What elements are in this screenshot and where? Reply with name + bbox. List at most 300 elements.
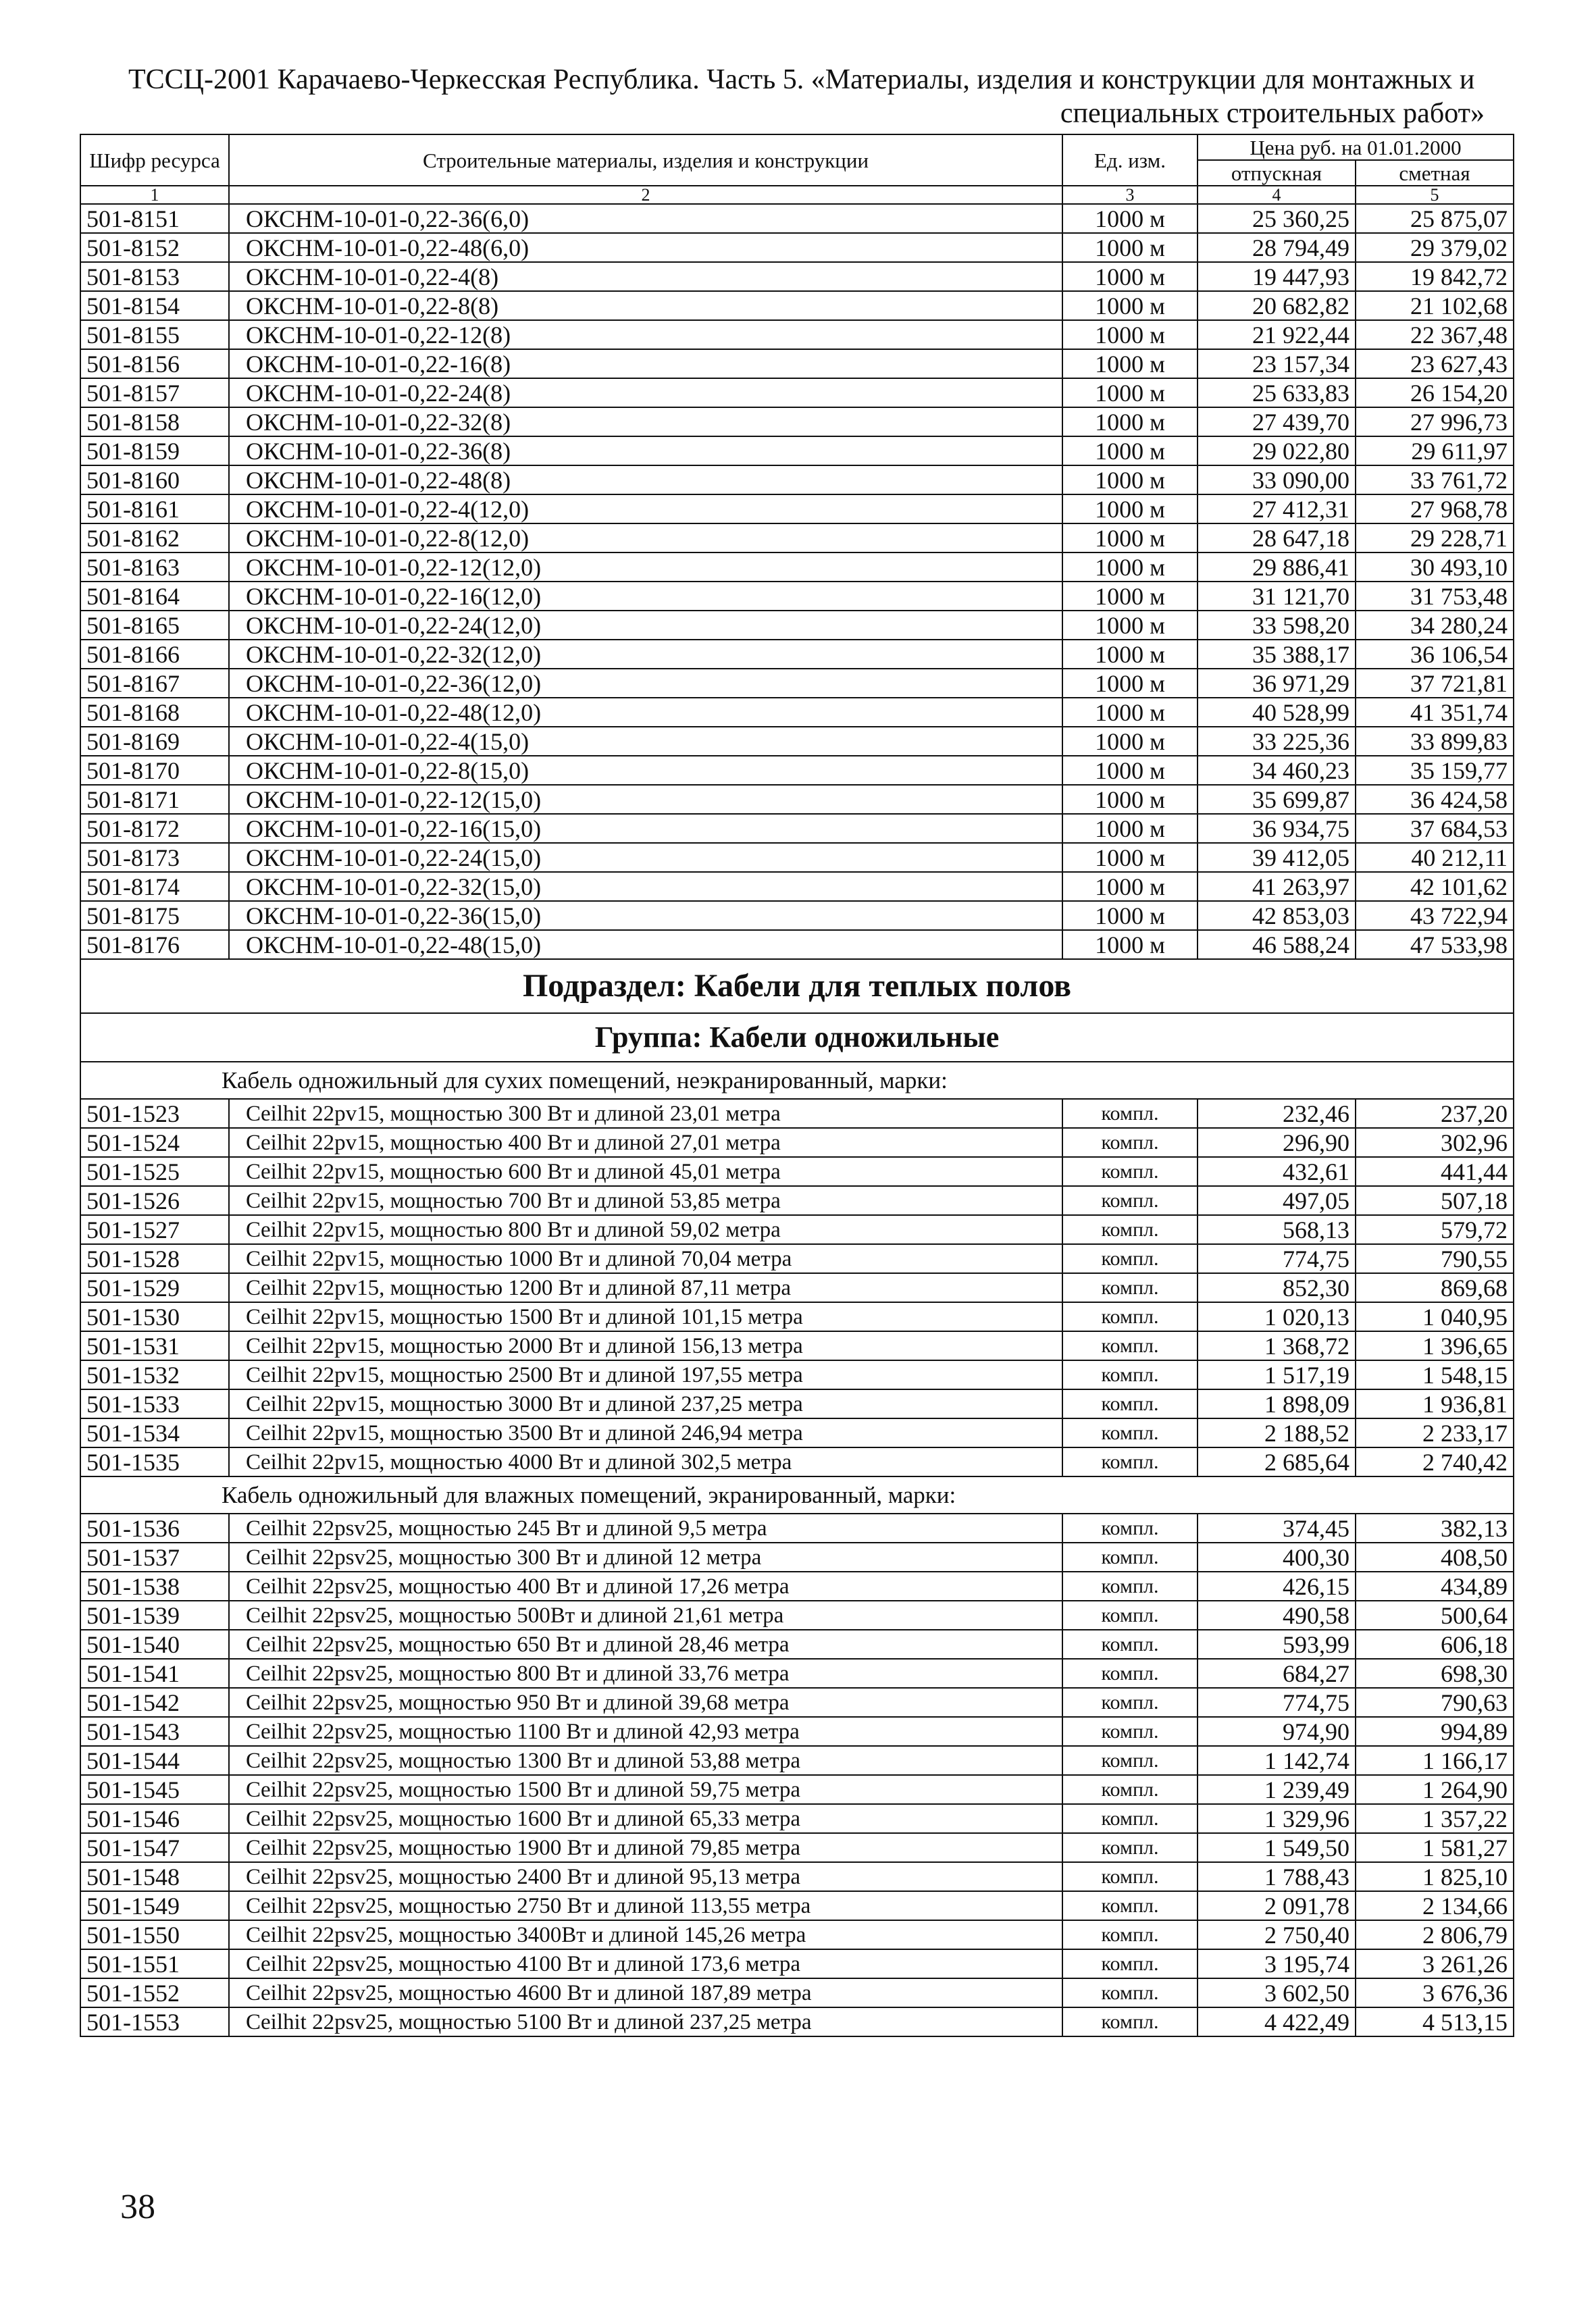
material-name-cell: Ceilhit 22psv25, мощностью 400 Вт и длиной 17,26 метра (229, 1572, 1062, 1601)
release-price-cell: 21 922,44 (1198, 320, 1356, 349)
unit-cell: 1000 м (1062, 698, 1198, 727)
estimate-price-cell: 40 212,11 (1356, 843, 1514, 872)
table-row (80, 407, 1514, 436)
unit-cell: компл. (1062, 1978, 1198, 2007)
estimate-price-cell: 4 513,15 (1356, 2007, 1514, 2036)
resource-code-cell: 501-8168 (80, 698, 229, 727)
release-price-cell: 1 239,49 (1198, 1775, 1356, 1804)
material-name-cell: Ceilhit 22pv15, мощностью 1000 Вт и длиной 70,04 метра (229, 1244, 1062, 1273)
material-name-cell: Ceilhit 22pv15, мощностью 400 Вт и длиной 27,01 метра (229, 1128, 1062, 1157)
estimate-price-cell: 31 753,48 (1356, 582, 1514, 611)
estimate-price-cell: 36 424,58 (1356, 785, 1514, 814)
estimate-price-cell: 36 106,54 (1356, 640, 1514, 669)
table-row (80, 1688, 1514, 1717)
estimate-price-cell: 2 134,66 (1356, 1891, 1514, 1920)
estimate-price-cell: 25 875,07 (1356, 204, 1514, 233)
table-row (80, 320, 1514, 349)
estimate-price-cell: 2 740,42 (1356, 1447, 1514, 1476)
estimate-price-cell: 33 761,72 (1356, 465, 1514, 494)
material-name-cell: Ceilhit 22psv25, мощностью 800 Вт и длиной 33,76 метра (229, 1659, 1062, 1688)
resource-code-cell: 501-1534 (80, 1418, 229, 1447)
group-heading: Группа: Кабели одножильные (80, 1013, 1514, 1062)
resource-code-cell: 501-8156 (80, 349, 229, 378)
table-row (80, 1186, 1514, 1215)
resource-code-cell: 501-8152 (80, 233, 229, 262)
estimate-price-cell: 1 264,90 (1356, 1775, 1514, 1804)
table-row (80, 611, 1514, 640)
resource-code-cell: 501-1553 (80, 2007, 229, 2036)
table-row (80, 1920, 1514, 1949)
estimate-price-cell: 790,55 (1356, 1244, 1514, 1273)
estimate-price-cell: 606,18 (1356, 1630, 1514, 1659)
release-price-cell: 426,15 (1198, 1572, 1356, 1601)
release-price-cell: 41 263,97 (1198, 872, 1356, 901)
release-price-cell: 33 090,00 (1198, 465, 1356, 494)
release-price-cell: 35 388,17 (1198, 640, 1356, 669)
unit-cell: 1000 м (1062, 785, 1198, 814)
unit-cell: 1000 м (1062, 465, 1198, 494)
table-row (80, 1244, 1514, 1273)
release-price-cell: 27 439,70 (1198, 407, 1356, 436)
material-name-cell: ОКСНМ-10-01-0,22-32(8) (229, 407, 1062, 436)
unit-cell: компл. (1062, 1775, 1198, 1804)
table-row (80, 843, 1514, 872)
material-name-cell: ОКСНМ-10-01-0,22-4(15,0) (229, 727, 1062, 756)
resource-code-cell: 501-8151 (80, 204, 229, 233)
estimate-price-cell: 27 968,78 (1356, 494, 1514, 523)
release-price-cell: 20 682,82 (1198, 291, 1356, 320)
column-number: 3 (1062, 186, 1198, 204)
material-name-cell: Ceilhit 22psv25, мощностью 5100 Вт и длиной 237,25 метра (229, 2007, 1062, 2036)
table-row (80, 204, 1514, 233)
table-row (80, 1717, 1514, 1746)
release-price-cell: 27 412,31 (1198, 494, 1356, 523)
estimate-price-cell: 1 825,10 (1356, 1862, 1514, 1891)
unit-cell: 1000 м (1062, 407, 1198, 436)
table-row (80, 669, 1514, 698)
resource-code-cell: 501-8165 (80, 611, 229, 640)
release-price-cell: 490,58 (1198, 1601, 1356, 1630)
table-row (80, 1099, 1514, 1128)
resource-code-cell: 501-8170 (80, 756, 229, 785)
material-name-cell: Ceilhit 22psv25, мощностью 2750 Вт и длиной 113,55 метра (229, 1891, 1062, 1920)
material-name-cell: Ceilhit 22pv15, мощностью 3000 Вт и длиной 237,25 метра (229, 1389, 1062, 1418)
estimate-price-cell: 30 493,10 (1356, 552, 1514, 582)
resource-code-cell: 501-1541 (80, 1659, 229, 1688)
estimate-price-cell: 37 684,53 (1356, 814, 1514, 843)
table-row (80, 1804, 1514, 1833)
release-price-cell: 2 750,40 (1198, 1920, 1356, 1949)
estimate-price-cell: 869,68 (1356, 1273, 1514, 1302)
release-price-cell: 3 602,50 (1198, 1978, 1356, 2007)
resource-code-cell: 501-1539 (80, 1601, 229, 1630)
column-number: 5 (1356, 186, 1514, 204)
estimate-price-cell: 2 233,17 (1356, 1418, 1514, 1447)
unit-cell: компл. (1062, 1389, 1198, 1418)
unit-cell: 1000 м (1062, 291, 1198, 320)
release-price-cell: 1 020,13 (1198, 1302, 1356, 1331)
table-row (80, 465, 1514, 494)
material-name-cell: Ceilhit 22pv15, мощностью 700 Вт и длиной 53,85 метра (229, 1186, 1062, 1215)
category-note-dry: Кабель одножильный для сухих помещений, неэкранированный, марки: (80, 1062, 1514, 1099)
table-row (80, 1630, 1514, 1659)
estimate-price-cell: 507,18 (1356, 1186, 1514, 1215)
resource-code-cell: 501-1526 (80, 1186, 229, 1215)
unit-cell: 1000 м (1062, 349, 1198, 378)
resource-code-cell: 501-8160 (80, 465, 229, 494)
release-price-cell: 23 157,34 (1198, 349, 1356, 378)
release-price-cell: 432,61 (1198, 1157, 1356, 1186)
release-price-cell: 232,46 (1198, 1099, 1356, 1128)
resource-code-cell: 501-8174 (80, 872, 229, 901)
subsection-heading: Подраздел: Кабели для теплых полов (80, 959, 1514, 1013)
material-name-cell: Ceilhit 22pv15, мощностью 2500 Вт и длиной 197,55 метра (229, 1360, 1062, 1389)
unit-cell: компл. (1062, 1688, 1198, 1717)
release-price-cell: 36 934,75 (1198, 814, 1356, 843)
column-header-code: Шифр ресурса (80, 134, 229, 186)
unit-cell: компл. (1062, 1862, 1198, 1891)
unit-cell: компл. (1062, 1630, 1198, 1659)
resource-code-cell: 501-1549 (80, 1891, 229, 1920)
estimate-price-cell: 29 228,71 (1356, 523, 1514, 552)
unit-cell: компл. (1062, 1447, 1198, 1476)
category-note-wet: Кабель одножильный для влажных помещений, экранированный, марки: (80, 1476, 1514, 1514)
estimate-price-cell: 1 357,22 (1356, 1804, 1514, 1833)
unit-cell: компл. (1062, 1601, 1198, 1630)
table-row (80, 378, 1514, 407)
table-row (80, 262, 1514, 291)
table-row (80, 785, 1514, 814)
resource-code-cell: 501-1528 (80, 1244, 229, 1273)
estimate-price-cell: 1 548,15 (1356, 1360, 1514, 1389)
table-row (80, 756, 1514, 785)
unit-cell: компл. (1062, 1157, 1198, 1186)
material-name-cell: Ceilhit 22psv25, мощностью 1100 Вт и длиной 42,93 метра (229, 1717, 1062, 1746)
material-name-cell: ОКСНМ-10-01-0,22-16(12,0) (229, 582, 1062, 611)
table-row (80, 698, 1514, 727)
resource-code-cell: 501-8164 (80, 582, 229, 611)
release-price-cell: 1 517,19 (1198, 1360, 1356, 1389)
resource-code-cell: 501-8171 (80, 785, 229, 814)
estimate-price-cell: 37 721,81 (1356, 669, 1514, 698)
material-name-cell: Ceilhit 22psv25, мощностью 1500 Вт и длиной 59,75 метра (229, 1775, 1062, 1804)
release-price-cell: 31 121,70 (1198, 582, 1356, 611)
page-number: 38 (120, 2188, 155, 2226)
table-row (80, 1862, 1514, 1891)
estimate-price-cell: 408,50 (1356, 1543, 1514, 1572)
material-name-cell: ОКСНМ-10-01-0,22-36(12,0) (229, 669, 1062, 698)
unit-cell: 1000 м (1062, 582, 1198, 611)
table-row (80, 1978, 1514, 2007)
resource-code-cell: 501-1548 (80, 1862, 229, 1891)
material-name-cell: ОКСНМ-10-01-0,22-24(12,0) (229, 611, 1062, 640)
table-row (80, 872, 1514, 901)
release-price-cell: 33 225,36 (1198, 727, 1356, 756)
unit-cell: 1000 м (1062, 611, 1198, 640)
group-heading-row (80, 1013, 1514, 1062)
unit-cell: компл. (1062, 1273, 1198, 1302)
release-price-cell: 19 447,93 (1198, 262, 1356, 291)
material-name-cell: Ceilhit 22pv15, мощностью 2000 Вт и длиной 156,13 метра (229, 1331, 1062, 1360)
unit-cell: компл. (1062, 1920, 1198, 1949)
table-row (80, 233, 1514, 262)
unit-cell: компл. (1062, 1572, 1198, 1601)
material-name-cell: ОКСНМ-10-01-0,22-4(12,0) (229, 494, 1062, 523)
unit-cell: компл. (1062, 1186, 1198, 1215)
table-row (80, 582, 1514, 611)
material-name-cell: ОКСНМ-10-01-0,22-24(8) (229, 378, 1062, 407)
estimate-price-cell: 35 159,77 (1356, 756, 1514, 785)
material-name-cell: ОКСНМ-10-01-0,22-12(15,0) (229, 785, 1062, 814)
unit-cell: 1000 м (1062, 552, 1198, 582)
table-row (80, 1949, 1514, 1978)
material-name-cell: Ceilhit 22pv15, мощностью 4000 Вт и длиной 302,5 метра (229, 1447, 1062, 1476)
table-row (80, 1302, 1514, 1331)
table-row (80, 727, 1514, 756)
release-price-cell: 29 022,80 (1198, 436, 1356, 465)
resource-code-cell: 501-8167 (80, 669, 229, 698)
unit-cell: компл. (1062, 1543, 1198, 1572)
estimate-price-cell: 43 722,94 (1356, 901, 1514, 930)
resource-code-cell: 501-1527 (80, 1215, 229, 1244)
release-price-cell: 36 971,29 (1198, 669, 1356, 698)
unit-cell: компл. (1062, 1331, 1198, 1360)
table-row (80, 1572, 1514, 1601)
table-row (80, 1775, 1514, 1804)
material-name-cell: ОКСНМ-10-01-0,22-36(6,0) (229, 204, 1062, 233)
unit-cell: компл. (1062, 1099, 1198, 1128)
resource-code-cell: 501-8153 (80, 262, 229, 291)
release-price-cell: 593,99 (1198, 1630, 1356, 1659)
release-price-cell: 25 360,25 (1198, 204, 1356, 233)
estimate-price-cell: 27 996,73 (1356, 407, 1514, 436)
material-name-cell: ОКСНМ-10-01-0,22-16(15,0) (229, 814, 1062, 843)
estimate-price-cell: 1 581,27 (1356, 1833, 1514, 1862)
table-row (80, 1659, 1514, 1688)
release-price-cell: 4 422,49 (1198, 2007, 1356, 2036)
estimate-price-cell: 3 676,36 (1356, 1978, 1514, 2007)
resource-code-cell: 501-1531 (80, 1331, 229, 1360)
resource-code-cell: 501-1542 (80, 1688, 229, 1717)
material-name-cell: Ceilhit 22psv25, мощностью 4600 Вт и длиной 187,89 метра (229, 1978, 1062, 2007)
unit-cell: компл. (1062, 1804, 1198, 1833)
material-name-cell: ОКСНМ-10-01-0,22-8(15,0) (229, 756, 1062, 785)
estimate-price-cell: 29 611,97 (1356, 436, 1514, 465)
resource-code-cell: 501-1525 (80, 1157, 229, 1186)
estimate-price-cell: 42 101,62 (1356, 872, 1514, 901)
material-name-cell: ОКСНМ-10-01-0,22-24(15,0) (229, 843, 1062, 872)
resource-code-cell: 501-8158 (80, 407, 229, 436)
release-price-cell: 1 142,74 (1198, 1746, 1356, 1775)
estimate-price-cell: 441,44 (1356, 1157, 1514, 1186)
estimate-price-cell: 34 280,24 (1356, 611, 1514, 640)
unit-cell: 1000 м (1062, 872, 1198, 901)
price-table (80, 134, 1514, 2037)
release-price-cell: 35 699,87 (1198, 785, 1356, 814)
resource-code-cell: 501-1546 (80, 1804, 229, 1833)
table-row (80, 1273, 1514, 1302)
release-price-cell: 3 195,74 (1198, 1949, 1356, 1978)
material-name-cell: Ceilhit 22psv25, мощностью 3400Вт и длиной 145,26 метра (229, 1920, 1062, 1949)
material-name-cell: ОКСНМ-10-01-0,22-36(8) (229, 436, 1062, 465)
column-header-estimate: сметная (1356, 160, 1514, 186)
table-row (80, 640, 1514, 669)
release-price-cell: 1 368,72 (1198, 1331, 1356, 1360)
estimate-price-cell: 29 379,02 (1356, 233, 1514, 262)
unit-cell: 1000 м (1062, 727, 1198, 756)
resource-code-cell: 501-1523 (80, 1099, 229, 1128)
release-price-cell: 296,90 (1198, 1128, 1356, 1157)
estimate-price-cell: 3 261,26 (1356, 1949, 1514, 1978)
material-name-cell: ОКСНМ-10-01-0,22-16(8) (229, 349, 1062, 378)
release-price-cell: 974,90 (1198, 1717, 1356, 1746)
release-price-cell: 33 598,20 (1198, 611, 1356, 640)
column-header-unit: Ед. изм. (1062, 134, 1198, 186)
estimate-price-cell: 790,63 (1356, 1688, 1514, 1717)
material-name-cell: Ceilhit 22pv15, мощностью 3500 Вт и длиной 246,94 метра (229, 1418, 1062, 1447)
page-header-line-1: ТССЦ-2001 Карачаево-Черкесская Республика. Часть 5. «Материалы, изделия и конструкции для монтажных и (128, 64, 1475, 95)
unit-cell: 1000 м (1062, 669, 1198, 698)
material-name-cell: Ceilhit 22pv15, мощностью 1500 Вт и длиной 101,15 метра (229, 1302, 1062, 1331)
resource-code-cell: 501-1533 (80, 1389, 229, 1418)
resource-code-cell: 501-1537 (80, 1543, 229, 1572)
table-header-row (80, 134, 1514, 160)
release-price-cell: 400,30 (1198, 1543, 1356, 1572)
unit-cell: 1000 м (1062, 843, 1198, 872)
unit-cell: 1000 м (1062, 378, 1198, 407)
table-row (80, 1215, 1514, 1244)
material-name-cell: ОКСНМ-10-01-0,22-8(12,0) (229, 523, 1062, 552)
resource-code-cell: 501-1544 (80, 1746, 229, 1775)
release-price-cell: 1 549,50 (1198, 1833, 1356, 1862)
category-note-wet-row (80, 1476, 1514, 1514)
unit-cell: компл. (1062, 1833, 1198, 1862)
resource-code-cell: 501-1552 (80, 1978, 229, 2007)
table-row (80, 1157, 1514, 1186)
material-name-cell: ОКСНМ-10-01-0,22-48(15,0) (229, 930, 1062, 959)
table-row (80, 2007, 1514, 2036)
estimate-price-cell: 579,72 (1356, 1215, 1514, 1244)
table-row (80, 523, 1514, 552)
estimate-price-cell: 19 842,72 (1356, 262, 1514, 291)
material-name-cell: ОКСНМ-10-01-0,22-48(12,0) (229, 698, 1062, 727)
material-name-cell: ОКСНМ-10-01-0,22-48(6,0) (229, 233, 1062, 262)
column-number: 2 (229, 186, 1062, 204)
table-row (80, 1543, 1514, 1572)
resource-code-cell: 501-8172 (80, 814, 229, 843)
unit-cell: 1000 м (1062, 930, 1198, 959)
material-name-cell: ОКСНМ-10-01-0,22-4(8) (229, 262, 1062, 291)
column-header-name: Строительные материалы, изделия и конструкции (229, 134, 1062, 186)
estimate-price-cell: 698,30 (1356, 1659, 1514, 1688)
material-name-cell: Ceilhit 22psv25, мощностью 4100 Вт и длиной 173,6 метра (229, 1949, 1062, 1978)
resource-code-cell: 501-8169 (80, 727, 229, 756)
table-row (80, 494, 1514, 523)
resource-code-cell: 501-8154 (80, 291, 229, 320)
unit-cell: 1000 м (1062, 233, 1198, 262)
unit-cell: 1000 м (1062, 901, 1198, 930)
unit-cell: компл. (1062, 1514, 1198, 1543)
unit-cell: компл. (1062, 1128, 1198, 1157)
resource-code-cell: 501-1547 (80, 1833, 229, 1862)
material-name-cell: Ceilhit 22psv25, мощностью 1300 Вт и длиной 53,88 метра (229, 1746, 1062, 1775)
unit-cell: компл. (1062, 1302, 1198, 1331)
material-name-cell: Ceilhit 22psv25, мощностью 1900 Вт и длиной 79,85 метра (229, 1833, 1062, 1862)
material-name-cell: Ceilhit 22psv25, мощностью 245 Вт и длиной 9,5 метра (229, 1514, 1062, 1543)
estimate-price-cell: 994,89 (1356, 1717, 1514, 1746)
material-name-cell: ОКСНМ-10-01-0,22-32(12,0) (229, 640, 1062, 669)
column-header-release: отпускная (1198, 160, 1356, 186)
material-name-cell: ОКСНМ-10-01-0,22-12(8) (229, 320, 1062, 349)
release-price-cell: 497,05 (1198, 1186, 1356, 1215)
material-name-cell: ОКСНМ-10-01-0,22-36(15,0) (229, 901, 1062, 930)
table-row (80, 1833, 1514, 1862)
material-name-cell: Ceilhit 22psv25, мощностью 500Вт и длиной 21,61 метра (229, 1601, 1062, 1630)
release-price-cell: 42 853,03 (1198, 901, 1356, 930)
table-row (80, 1128, 1514, 1157)
resource-code-cell: 501-1524 (80, 1128, 229, 1157)
release-price-cell: 34 460,23 (1198, 756, 1356, 785)
estimate-price-cell: 21 102,68 (1356, 291, 1514, 320)
resource-code-cell: 501-8176 (80, 930, 229, 959)
resource-code-cell: 501-1536 (80, 1514, 229, 1543)
estimate-price-cell: 41 351,74 (1356, 698, 1514, 727)
table-row (80, 291, 1514, 320)
resource-code-cell: 501-8166 (80, 640, 229, 669)
resource-code-cell: 501-8162 (80, 523, 229, 552)
estimate-price-cell: 33 899,83 (1356, 727, 1514, 756)
table-row (80, 1447, 1514, 1476)
material-name-cell: Ceilhit 22psv25, мощностью 950 Вт и длиной 39,68 метра (229, 1688, 1062, 1717)
estimate-price-cell: 500,64 (1356, 1601, 1514, 1630)
release-price-cell: 2 091,78 (1198, 1891, 1356, 1920)
release-price-cell: 1 329,96 (1198, 1804, 1356, 1833)
column-number: 1 (80, 186, 229, 204)
table-row (80, 552, 1514, 582)
material-name-cell: Ceilhit 22pv15, мощностью 300 Вт и длиной 23,01 метра (229, 1099, 1062, 1128)
estimate-price-cell: 1 396,65 (1356, 1331, 1514, 1360)
release-price-cell: 28 647,18 (1198, 523, 1356, 552)
table-row (80, 1418, 1514, 1447)
unit-cell: 1000 м (1062, 756, 1198, 785)
estimate-price-cell: 1 040,95 (1356, 1302, 1514, 1331)
table-row (80, 1389, 1514, 1418)
release-price-cell: 774,75 (1198, 1688, 1356, 1717)
estimate-price-cell: 23 627,43 (1356, 349, 1514, 378)
estimate-price-cell: 1 166,17 (1356, 1746, 1514, 1775)
material-name-cell: Ceilhit 22psv25, мощностью 1600 Вт и длиной 65,33 метра (229, 1804, 1062, 1833)
table-row (80, 901, 1514, 930)
unit-cell: 1000 м (1062, 320, 1198, 349)
release-price-cell: 29 886,41 (1198, 552, 1356, 582)
resource-code-cell: 501-8173 (80, 843, 229, 872)
resource-code-cell: 501-1538 (80, 1572, 229, 1601)
release-price-cell: 568,13 (1198, 1215, 1356, 1244)
resource-code-cell: 501-8155 (80, 320, 229, 349)
unit-cell: компл. (1062, 1360, 1198, 1389)
release-price-cell: 40 528,99 (1198, 698, 1356, 727)
release-price-cell: 28 794,49 (1198, 233, 1356, 262)
material-name-cell: Ceilhit 22pv15, мощностью 600 Вт и длиной 45,01 метра (229, 1157, 1062, 1186)
release-price-cell: 1 898,09 (1198, 1389, 1356, 1418)
unit-cell: компл. (1062, 1215, 1198, 1244)
estimate-price-cell: 382,13 (1356, 1514, 1514, 1543)
release-price-cell: 1 788,43 (1198, 1862, 1356, 1891)
release-price-cell: 46 588,24 (1198, 930, 1356, 959)
material-name-cell: ОКСНМ-10-01-0,22-8(8) (229, 291, 1062, 320)
table-row (80, 436, 1514, 465)
unit-cell: 1000 м (1062, 640, 1198, 669)
